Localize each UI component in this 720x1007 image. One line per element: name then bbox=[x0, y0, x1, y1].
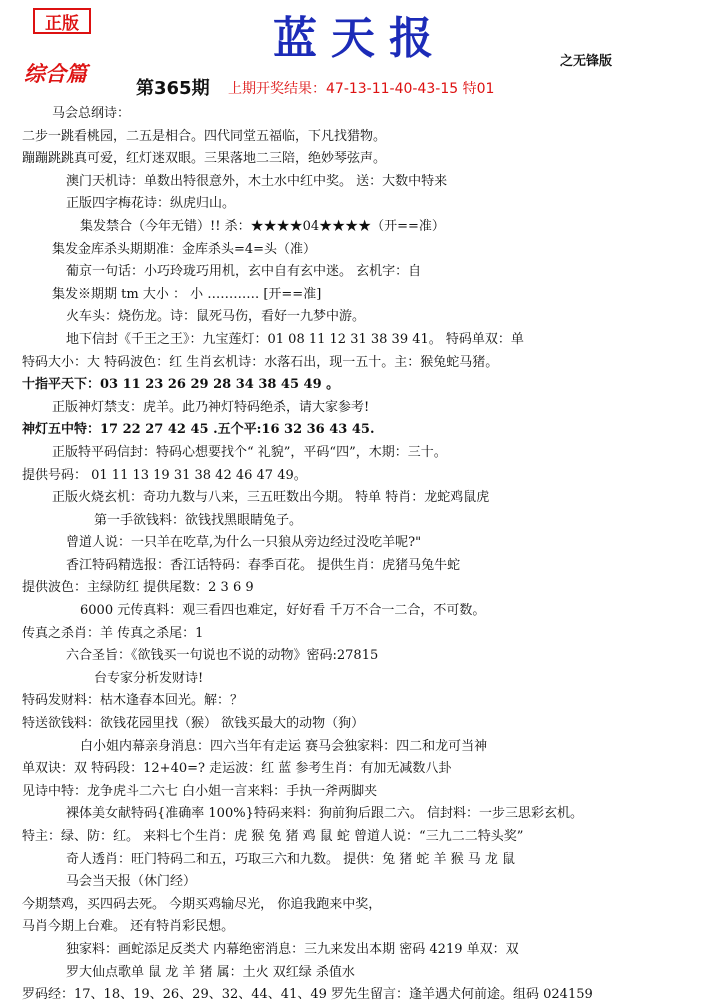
content-line: 神灯五中特：17 22 27 42 45 .五个平:16 32 36 43 45. bbox=[22, 422, 375, 438]
content-line: 澳门天机诗：单数出特很意外，木土水中红中奖。 送：大数中特来 bbox=[66, 173, 448, 189]
content-line: 地下信封《千王之王》：九宝莲灯：01 08 11 12 31 38 39 41。 特码单双：单 bbox=[66, 331, 524, 347]
content-line: 6000 元传真料：观三看四也难定，好好看 千万不合一二合，不可数。 bbox=[80, 603, 486, 619]
content-line: 罗码经：17、18、19、26、29、32、44、41、49 罗先生留言：逢羊遇犬何前途。组码 024159 bbox=[22, 987, 593, 1003]
content-line: 集发禁合（今年无错）!! 杀：★★★★04★★★★（开==准） bbox=[80, 218, 445, 234]
issue-number: 第365期 bbox=[136, 78, 210, 99]
content-line: 第一手欲钱料：欲钱找黑眼睛兔子。 bbox=[94, 512, 303, 528]
content-line: 十指平天下：03 11 23 26 29 28 34 38 45 49 。 bbox=[22, 377, 340, 393]
content-line: 马会总纲诗： bbox=[52, 106, 131, 121]
content-line: 集发※期期 tm 大小 ： 小 ………… [开==准] bbox=[52, 286, 322, 302]
content-line: 罗大仙点歌单 鼠 龙 羊 猪 属：土火 双红绿 杀值水 bbox=[66, 964, 355, 980]
content-line: 特码发财料：枯木逢春本回光。解：？ bbox=[22, 693, 244, 709]
content-line: 正版火烧玄机：奇功九数与八来，三五旺数出今期。 特单 特肖：龙蛇鸡鼠虎 bbox=[52, 490, 490, 506]
section-title: 综合篇 bbox=[24, 61, 87, 86]
content-line: 提供波色：主绿防红 提供尾数：2 3 6 9 bbox=[22, 580, 254, 596]
content-line: 独家料：画蛇添足反类犬 内幕绝密消息：三九来发出本期 密码 4219 单双：双 bbox=[66, 941, 519, 957]
content-line: 正版特平码信封：特码心想要找个“ 礼貌”，平码“四”，木期：三十。 bbox=[52, 444, 447, 460]
content-line: 见诗中特：龙争虎斗二六七 白小姐一言来料：手执一斧两脚夹 bbox=[22, 783, 378, 799]
content-line: 二步一跳看桃园，二五是相合。四代同堂五福临，下凡找猎物。 bbox=[22, 128, 387, 144]
content-line: 六合圣旨：《欲钱买一句说也不说的动物》密码:27815 bbox=[66, 648, 379, 664]
content-line: 提供号码： 01 11 13 19 31 38 42 46 47 49。 bbox=[22, 467, 307, 483]
content-line: 香江特码精选报：香江话特码：春季百花。 提供生肖：虎猪马兔牛蛇 bbox=[66, 557, 461, 573]
content-line: 马会当天报（休门经） bbox=[66, 874, 197, 890]
last-result: 上期开奖结果：47-13-11-40-43-15 特01 bbox=[228, 81, 495, 97]
edition-label: 之无锋版 bbox=[560, 54, 613, 69]
content-line: 传真之杀肖：羊 传真之杀尾：1 bbox=[22, 625, 204, 641]
content-line: 集发金库杀头期期准：金库杀头=4=头（准） bbox=[52, 241, 317, 257]
content-line: 今期禁鸡，买四码去死。 今期买鸡输尽光， 你追我跑来中奖， bbox=[22, 896, 382, 912]
content-lines bbox=[0, 103, 720, 1007]
content-line: 单双诀：双 特码段：12+40=? 走运波：红 蓝 参考生肖：有加无减数八卦 bbox=[22, 761, 452, 777]
content-line: 奇人透肖：旺门特码二和五，巧取三六和九数。 提供：兔 猪 蛇 羊 猴 马 龙 鼠 bbox=[66, 851, 516, 867]
content-line: 蹦蹦跳跳真可爱，红灯迷双眼。三果落地二三陪，绝妙琴弦声。 bbox=[22, 151, 387, 167]
content-line: 正版四字梅花诗：纵虎归山。 bbox=[66, 196, 236, 212]
content-line: 正版神灯禁支：虎羊。此乃神灯特码绝杀，请大家参考! bbox=[52, 399, 370, 415]
content-line: 特主：绿、防：红。 来料七个生肖：虎 猴 兔 猪 鸡 鼠 蛇 曾道人说：“三九二二特头奖” bbox=[22, 829, 524, 844]
content-line: 曾道人说：一只羊在吃草,为什么一只狼从旁边经过没吃羊呢?" bbox=[66, 535, 422, 551]
content-line: 马肖今期上台难。 还有特肖彩民想。 bbox=[22, 919, 235, 935]
content-line: 白小姐内幕亲身消息：四六当年有走运 赛马会独家料：四二和龙可当神 bbox=[80, 738, 488, 754]
page-title: 蓝天报 bbox=[273, 13, 447, 64]
edition-badge: 正版 bbox=[33, 8, 91, 34]
content-line: 葡京一句话：小巧玲珑巧用机，玄中自有玄中迷。 玄机字：自 bbox=[66, 264, 422, 280]
content-line: 特码大小：大 特码波色：红 生肖玄机诗：水落石出，现一五十。主：猴兔蛇马猪。 bbox=[22, 354, 499, 370]
content-line: 火车头：烧伤龙。诗：鼠死马伤，看好一九梦中游。 bbox=[66, 309, 366, 325]
content-line: 台专家分析发财诗! bbox=[94, 670, 204, 686]
content-line: 特送欲钱料：欲钱花园里找（猴） 欲钱买最大的动物（狗） bbox=[22, 716, 365, 732]
content-line: 裸体美女献特码{准确率 100%}特码来料：狗前狗后跟二六。 信封料：一步三思彩玄机。 bbox=[66, 806, 583, 822]
